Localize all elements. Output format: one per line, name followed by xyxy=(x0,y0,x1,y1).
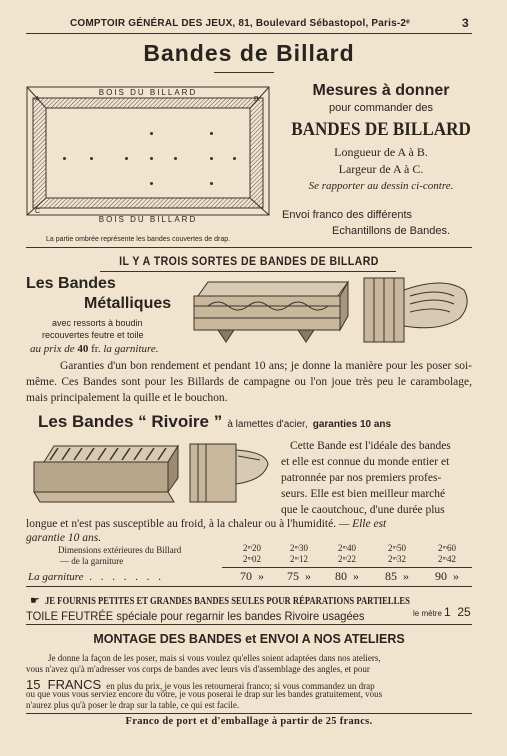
dim-top-cell: 2ᵐ40 xyxy=(338,543,356,553)
dim-top-cell: 2ᵐ30 xyxy=(290,543,308,553)
diagram-label-top: BOIS DU BILLARD xyxy=(98,88,198,97)
price-cell: 85 » xyxy=(385,569,409,583)
diamond-mark xyxy=(150,182,153,185)
montage-price-15: 15 FRANCS xyxy=(26,677,102,692)
three-kinds-rule xyxy=(100,271,396,272)
metal-desc-1: avec ressorts à boudin xyxy=(52,318,143,328)
metal-desc-2: recouvertes feutre et toile xyxy=(42,330,144,340)
montage-line-2: vous n'avez qu'à m'adresser vos corps de bandes avec leurs vis d'assemblage des angles, et pour xyxy=(26,664,370,674)
section-rule-3 xyxy=(26,624,472,625)
diamond-mark xyxy=(90,157,93,160)
table-label-dims: Dimensions extérieures du Billard xyxy=(58,545,182,555)
measures-width: Largeur de A à C. xyxy=(338,162,424,176)
toile-text: TOILE FEUTRÉE spéciale pour regarnir les bandes Rivoire usagées xyxy=(26,609,365,623)
measures-subheading: pour commander des xyxy=(329,102,433,114)
metal-price-line xyxy=(30,343,159,355)
diamond-mark xyxy=(63,157,66,160)
fournis-text: JE FOURNIS PETITES ET GRANDES BANDES SEULES POUR RÉPARATIONS PARTIELLES xyxy=(44,596,410,607)
corner-a-label: A xyxy=(35,96,40,103)
metal-title-2: Métalliques xyxy=(84,295,172,312)
corner-b-label: B. xyxy=(254,96,261,103)
rivoire-para-b: et elle est connue du monde entier et xyxy=(281,456,450,468)
rivoire-guarantee: garanties 10 ans xyxy=(312,419,392,430)
montage-title: MONTAGE DES BANDES et ENVOI A NOS ATELIERS xyxy=(93,632,405,646)
page-number: 3 xyxy=(462,16,469,30)
rivoire-heading xyxy=(38,412,478,432)
footer-rule xyxy=(26,713,472,714)
rivoire-band-illustration xyxy=(28,440,180,510)
corner-c-label: C xyxy=(35,208,41,215)
billiard-diagram xyxy=(26,86,270,232)
rivoire-para-a: Cette Bande est l'idéale des bandes xyxy=(290,440,451,452)
montage-line-5: n'aurez plus qu'à poser le drap sur la table, ce qui est facile. xyxy=(26,700,240,710)
measures-heading: Mesures à donner xyxy=(312,82,450,99)
rivoire-para-c: patronnée par nos premiers profes- xyxy=(281,472,442,484)
rivoire-title: Les Bandes “ Rivoire ” xyxy=(38,412,223,431)
dim-top-cell: 2ᵐ50 xyxy=(388,543,406,553)
dim-top-cell: 2ᵐ60 xyxy=(438,543,456,553)
table-rule xyxy=(222,567,472,568)
montage-line-4: ou que vous vous serviez encore du vôtre, je vous poserai le drap sur les bandes gratuitement, vous xyxy=(26,689,383,699)
montage-line-3-text: en plus du prix, je vous les retournerai franco; si vous commandez un drap xyxy=(106,681,375,691)
envoi-line1: Envoi franco des différents xyxy=(282,209,413,221)
metal-paragraph: Garanties d'un bon rendement et pendant 10 ans; je donne la manière pour les poser soi-même. Ces Bandes sont pour les Billards de campagne ou l'on joue très peu le carambolage, mais principalement la quille et le bouchon. xyxy=(26,360,472,404)
dim-bottom-cell: 2ᵐ32 xyxy=(388,554,406,564)
toile-price: 1 25 xyxy=(444,605,471,619)
diamond-mark xyxy=(125,157,128,160)
metal-band-section-illustration xyxy=(360,276,470,346)
rivoire-para-e: que le caoutchouc, d'une durée plus xyxy=(281,504,445,516)
measures-big-title: BANDES DE BILLARD xyxy=(291,119,471,140)
dim-bottom-cell: 2ᵐ22 xyxy=(338,554,356,564)
metal-price-suffix: la garniture. xyxy=(103,343,159,355)
price-cell: 90 » xyxy=(435,569,459,583)
measures-length: Longueur de A à B. xyxy=(334,145,428,159)
page-header: COMPTOIR GÉNÉRAL DES JEUX, 81, Boulevard Sébastopol, Paris-2ᵉ xyxy=(70,18,411,29)
table-label-garniture: — de la garniture xyxy=(60,556,124,566)
envoi-line2: Echantillons de Bandes. xyxy=(332,225,451,237)
metal-title-1: Les Bandes xyxy=(26,275,116,292)
footer-note: Franco de port et d'emballage à partir de 25 francs. xyxy=(125,716,373,727)
dim-top-cell: 2ᵐ20 xyxy=(243,543,261,553)
rivoire-para-d: seurs. Elle est bien meilleur marché xyxy=(281,488,446,500)
rivoire-subtitle: à lamettes d'acier, xyxy=(227,419,308,430)
rivoire-para-f-text: longue et n'est pas susceptible au froid, à la chaleur ou à l'humidité. xyxy=(26,518,337,530)
price-cell: 70 » xyxy=(240,569,264,583)
section-rule xyxy=(26,247,472,248)
dim-bottom-cell: 2ᵐ42 xyxy=(438,554,456,564)
rivoire-para-h: garantie 10 ans. xyxy=(26,532,102,544)
dim-bottom-cell: 2ᵐ12 xyxy=(290,554,308,564)
price-label-text: La garniture xyxy=(28,571,84,583)
diagram-label-bottom: BOIS DU BILLARD xyxy=(98,215,198,224)
diamond-mark xyxy=(210,182,213,185)
rivoire-section-illustration xyxy=(186,440,272,506)
rivoire-para-g-text: — Elle est xyxy=(338,518,387,530)
diamond-mark xyxy=(150,157,153,160)
section-rule-2 xyxy=(26,586,472,587)
diamond-mark xyxy=(210,157,213,160)
diamond-mark xyxy=(174,157,177,160)
metal-band-illustration xyxy=(188,276,354,348)
table-label-price xyxy=(28,571,164,583)
diagram-caption: La partie ombrée représente les bandes couvertes de drap. xyxy=(46,236,231,243)
title-rule xyxy=(214,72,274,73)
rivoire-para-f xyxy=(26,518,386,530)
metal-price-unit: fr. xyxy=(91,343,101,355)
metal-price-prefix: au prix de xyxy=(30,343,75,355)
metal-price: 40 xyxy=(77,343,89,355)
pointing-hand-icon: ☛ xyxy=(30,594,40,607)
three-kinds-heading: IL Y A TROIS SORTES DE BANDES DE BILLARD xyxy=(119,254,379,268)
price-cell: 75 » xyxy=(287,569,311,583)
measures-reference: Se rapporter au dessin ci-contre. xyxy=(308,180,454,192)
toile-line xyxy=(26,605,472,624)
toile-unit: le mètre xyxy=(413,609,442,618)
price-cell: 80 » xyxy=(335,569,359,583)
diamond-mark xyxy=(150,132,153,135)
price-leader-dots: . . . . . . . xyxy=(83,571,165,583)
header-rule xyxy=(26,33,472,34)
dim-bottom-cell: 2ᵐ02 xyxy=(243,554,261,564)
diamond-mark xyxy=(233,157,236,160)
montage-line-1: Je donne la façon de les poser, mais si vous voulez qu'elles soient adaptées dans nos ateliers, xyxy=(48,653,381,663)
diamond-mark xyxy=(210,132,213,135)
page-title: Bandes de Billard xyxy=(143,40,355,66)
